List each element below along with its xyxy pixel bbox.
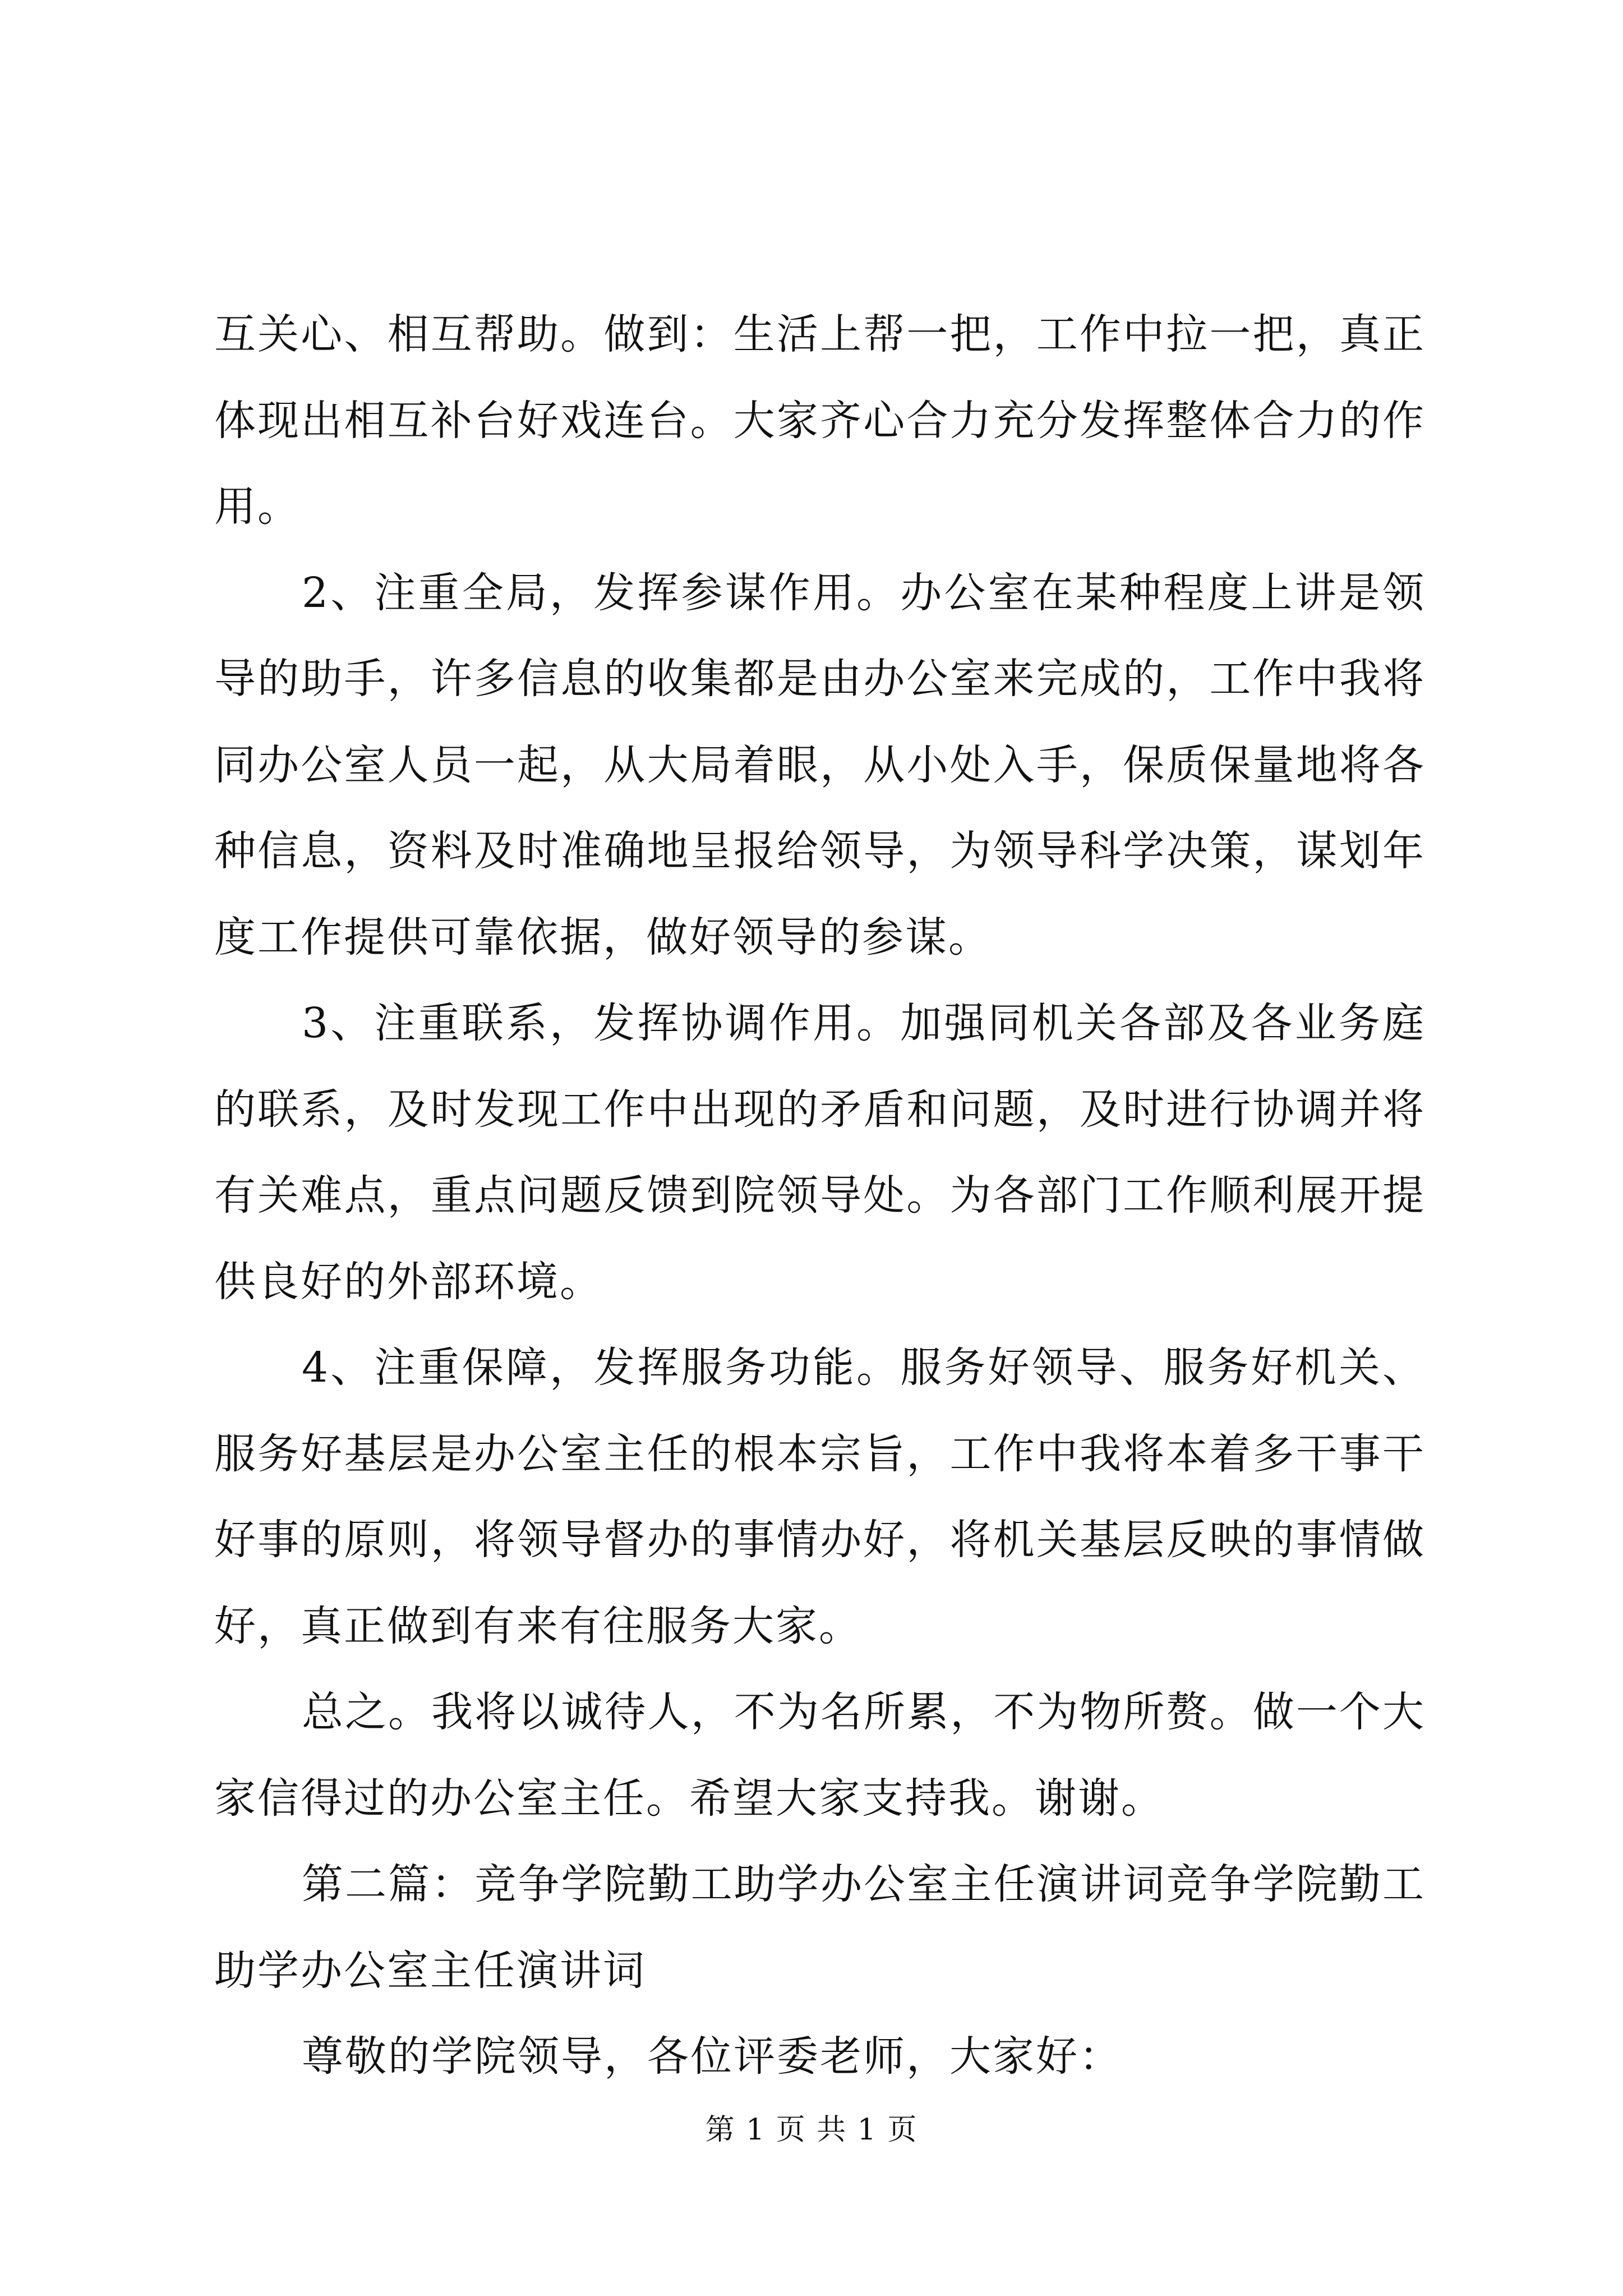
paragraph-item-4: 4、注重保障，发挥服务功能。服务好领导、服务好机关、服务好基层是办公室主任的根本宗旨，工作中我将本着多干事干好事的原则，将领导督办的事情办好，将机关基层反映的事情做好，真正做到有来有往服务大家。	[214, 1343, 1426, 1650]
page-number-footer: 第 1 页 共 1 页	[705, 2113, 918, 2147]
paragraph-continuation: 互关心、相互帮助。做到：生活上帮一把，工作中拉一把，真正体现出相互补台好戏连台。大家齐心合力充分发挥整体合力的作用。	[214, 310, 1426, 531]
paragraph-item-2: 2、注重全局，发挥参谋作用。办公室在某种程度上讲是领导的助手，许多信息的收集都是由办公室来完成的，工作中我将同办公室人员一起，从大局着眼，从小处入手，保质保量地将各种信息，资料及时准确地呈报给领导，为领导科学决策，谋划年度工作提供可靠依据，做好领导的参谋。	[214, 568, 1426, 961]
paragraph-item-3: 3、注重联系，发挥协调作用。加强同机关各部及各业务庭的联系，及时发现工作中出现的矛盾和问题，及时进行协调并将有关难点，重点问题反馈到院领导处。为各部门工作顺利展开提供良好的外部环境。	[214, 999, 1426, 1306]
paragraph-salutation: 尊敬的学院领导，各位评委老师，大家好：	[302, 2032, 1122, 2081]
section-heading-second-article: 第二篇：竞争学院勤工助学办公室主任演讲词竞争学院勤工助学办公室主任演讲词	[214, 1860, 1426, 1995]
paragraph-conclusion: 总之。我将以诚待人，不为名所累，不为物所赘。做一个大家信得过的办公室主任。希望大家支持我。谢谢。	[214, 1688, 1426, 1823]
document-body	[214, 292, 1426, 2100]
